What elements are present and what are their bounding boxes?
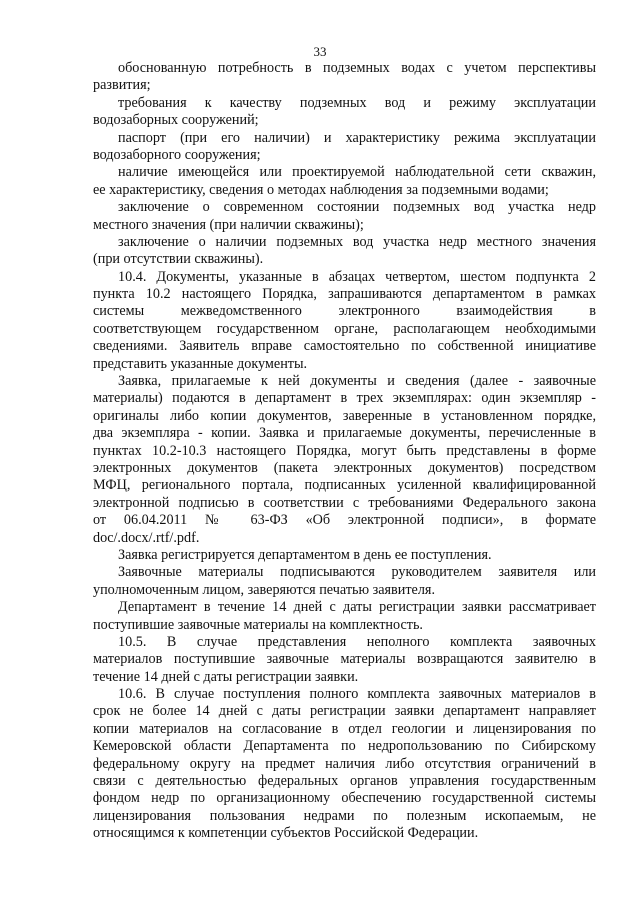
text-line: 10.5. В случае представления неполного комплекта заявочных [118,633,596,650]
text-line: представить указанные документы. [93,355,308,372]
text-line: Кемеровской области Департамента по недропользованию по Сибирскому [93,738,596,755]
document-body [93,60,596,843]
text-line: поступившие заявочные материалы на комплектность. [93,616,423,633]
text-line: срок не более 14 дней с даты регистрации заявки департамент направляет [93,703,596,720]
text-line: лицензирования пользования недрами по полезным ископаемым, не [93,807,596,824]
page-number: 33 [313,44,327,59]
text-line: Заявка, прилагаемые к ней документы и сведения (далее - заявочные [118,373,596,390]
text-line: заключение о наличии подземных вод участка недр местного значения [118,233,596,250]
text-line: от 06.04.2011 № 63-ФЗ «Об электронной подписи», в формате [93,512,596,529]
text-line: водозаборных сооружений; [93,112,259,129]
text-line: водозаборного сооружения; [93,146,261,163]
text-line: заключение о современном состоянии подземных вод участка недр [118,199,596,216]
text-line: два экземпляра - копии. Заявка и прилагаемые документы, перечисленные в [93,425,596,442]
text-line: электронной подписью в соответствии с требованиями Федерального закона [93,494,596,511]
text-line: 10.4. Документы, указанные в абзацах четвертом, шестом подпункта 2 [118,268,596,285]
text-line: федеральному округу на предмет наличия либо отсутствия ограничений в [93,755,596,772]
text-line: сведениями. Заявитель вправе самостоятельно по собственной инициативе [93,338,596,355]
text-line: относящимся к компетенции субъектов Российской Федерации. [93,825,479,842]
text-line: наличие имеющейся или проектируемой наблюдательной сети скважин, [118,164,596,181]
text-line: doc/.docx/.rtf/.pdf. [93,529,200,546]
text-line: оригиналы либо копии документов, заверенные в установленном порядке, [93,407,596,424]
text-line: паспорт (при его наличии) и характеристику режима эксплуатации [118,129,596,146]
text-line: материалы) подаются в департамент в трех экземплярах: один экземпляр - [93,390,596,407]
text-line: Заявочные материалы подписываются руководителем заявителя или [118,564,596,581]
text-line: Департамент в течение 14 дней с даты регистрации заявки рассматривает [118,599,596,616]
text-line: обоснованную потребность в подземных водах с учетом перспективы [118,60,596,76]
text-line: пункта 10.2 настоящего Порядка, запрашиваются департаментом в рамках [93,286,596,303]
text-line: пунктах 10.2-10.3 настоящего Порядка, могут быть представлены в форме [93,442,596,459]
text-line: системы межведомственного электронного взаимодействия в [93,303,596,320]
text-line: фондом недр по организационному обеспечению государственной системы [93,790,596,807]
text-line: связи с деятельностью федеральных органов управления государственным [93,773,596,790]
text-line: Заявка регистрируется департаментом в день ее поступления. [118,546,492,563]
text-line: копии материалов на согласование в отдел геологии и лицензирования по [93,720,596,737]
text-line: ее характеристику, сведения о методах наблюдения за подземными водами; [93,181,549,198]
text-line: соответствующем государственном органе, располагающем необходимыми [93,320,596,337]
text-line: требования к качеству подземных вод и режиму эксплуатации [118,94,596,111]
text-line: развития; [93,77,151,94]
text-line: (при отсутствии скважины). [93,251,264,268]
text-line: местного значения (при наличии скважины); [93,216,364,233]
text-line: 10.6. В случае поступления полного комплекта заявочных материалов в [118,686,596,703]
text-line: электронных документов (пакета электронных документов) посредством [93,459,596,476]
text-line: уполномоченным лицом, заверяются печатью заявителя. [93,581,436,598]
text-line: течение 14 дней с даты регистрации заявки. [93,668,359,685]
text-line: материалов поступившие заявочные материалы возвращаются заявителю в [93,651,596,668]
text-line: МФЦ, регионального портала, подписанных усиленной квалифицированной [93,477,596,494]
